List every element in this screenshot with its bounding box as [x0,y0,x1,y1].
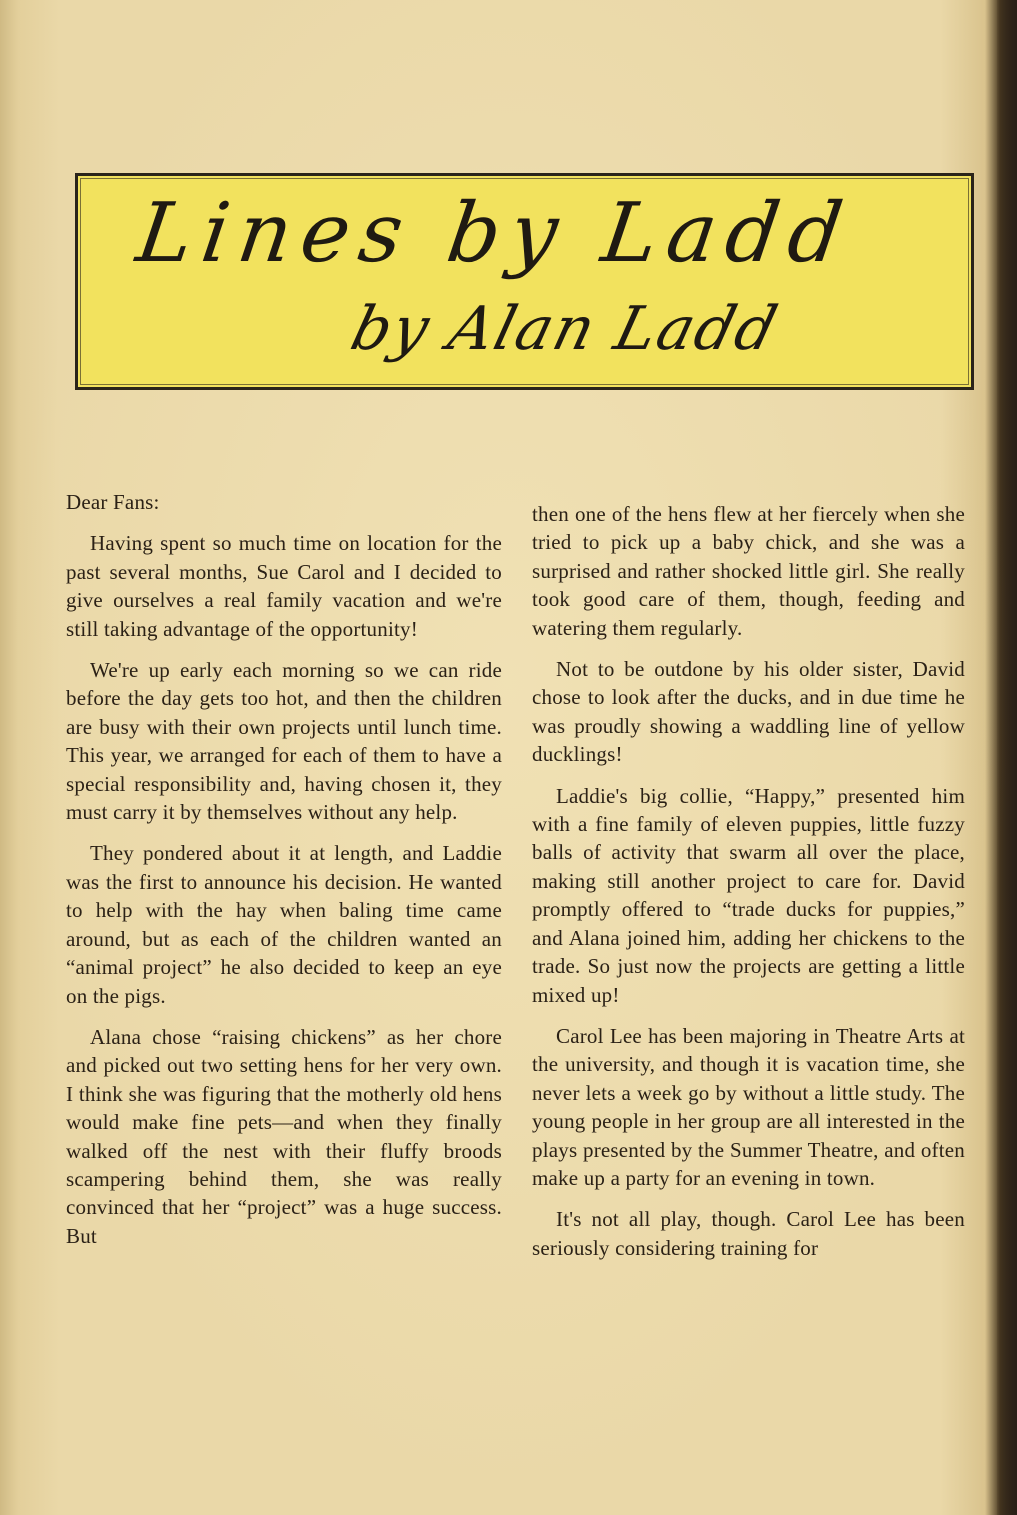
paragraph: Not to be outdone by his older sister, David chose to look after the ducks, and in due time he was proudly showing a waddling line of yellow ducklings! [532,657,965,767]
author-byline: by Alan Ladd [344,294,786,364]
paragraph: They pondered about it at length, and Laddie was the first to announce his decision. He wanted to help with the hay when baling time came around, but as each of the children wanted an “animal project” he also decided to keep an eye on the pigs. [66,841,502,1008]
letter-greeting: Dear Fans: [66,490,160,514]
page-title: Lines by Ladd [131,186,859,281]
paragraph: Carol Lee has been majoring in Theatre Arts at the university, and though it is vacation time, she never lets a week go by without a little study. The young people in her group are all interested in the plays presented by the Summer Theatre, and often make up a party for an evening in town. [532,1023,965,1190]
page-spine-shadow [997,0,1017,1515]
paragraph-continuation: then one of the hens flew at her fiercely when she tried to pick up a baby chick, and she was a surprised and rather shocked little girl. She really took good care of them, though, feeding and watering them regularly. [532,502,965,640]
paragraph: Alana chose “raising chickens” as her chore and picked out two setting hens for her very own. I think she was figuring that the motherly old hens would make fine pets—and when they finally walked off the nest with their fluffy broods scampering behind them, she was really convinced that her “project” was a huge success. But [66,1024,502,1248]
paragraph: We're up early each morning so we can ride before the day gets too hot, and then the children are busy with their own projects until lunch time. This year, we arranged for each of them to have a special responsibility and, having chosen it, they must carry it by themselves without any help. [66,658,502,825]
text-column-left [66,488,502,1263]
paragraph: It's not all play, though. Carol Lee has been seriously considering training for [532,1207,965,1260]
title-banner [75,173,974,390]
paragraph: Laddie's big collie, “Happy,” presented him with a fine family of eleven puppies, little fuzzy balls of activity that swarm all over the place, making still another project to care for. David promptly offered to “trade ducks for puppies,” and Alana joined him, adding her chickens to the trade. So just now the projects are getting a little mixed up! [532,783,965,1007]
paragraph: Having spent so much time on location for the past several months, Sue Carol and I decided to give ourselves a real family vacation and we're still taking advantage of the opportunity! [66,531,502,641]
text-column-right [532,500,965,1275]
